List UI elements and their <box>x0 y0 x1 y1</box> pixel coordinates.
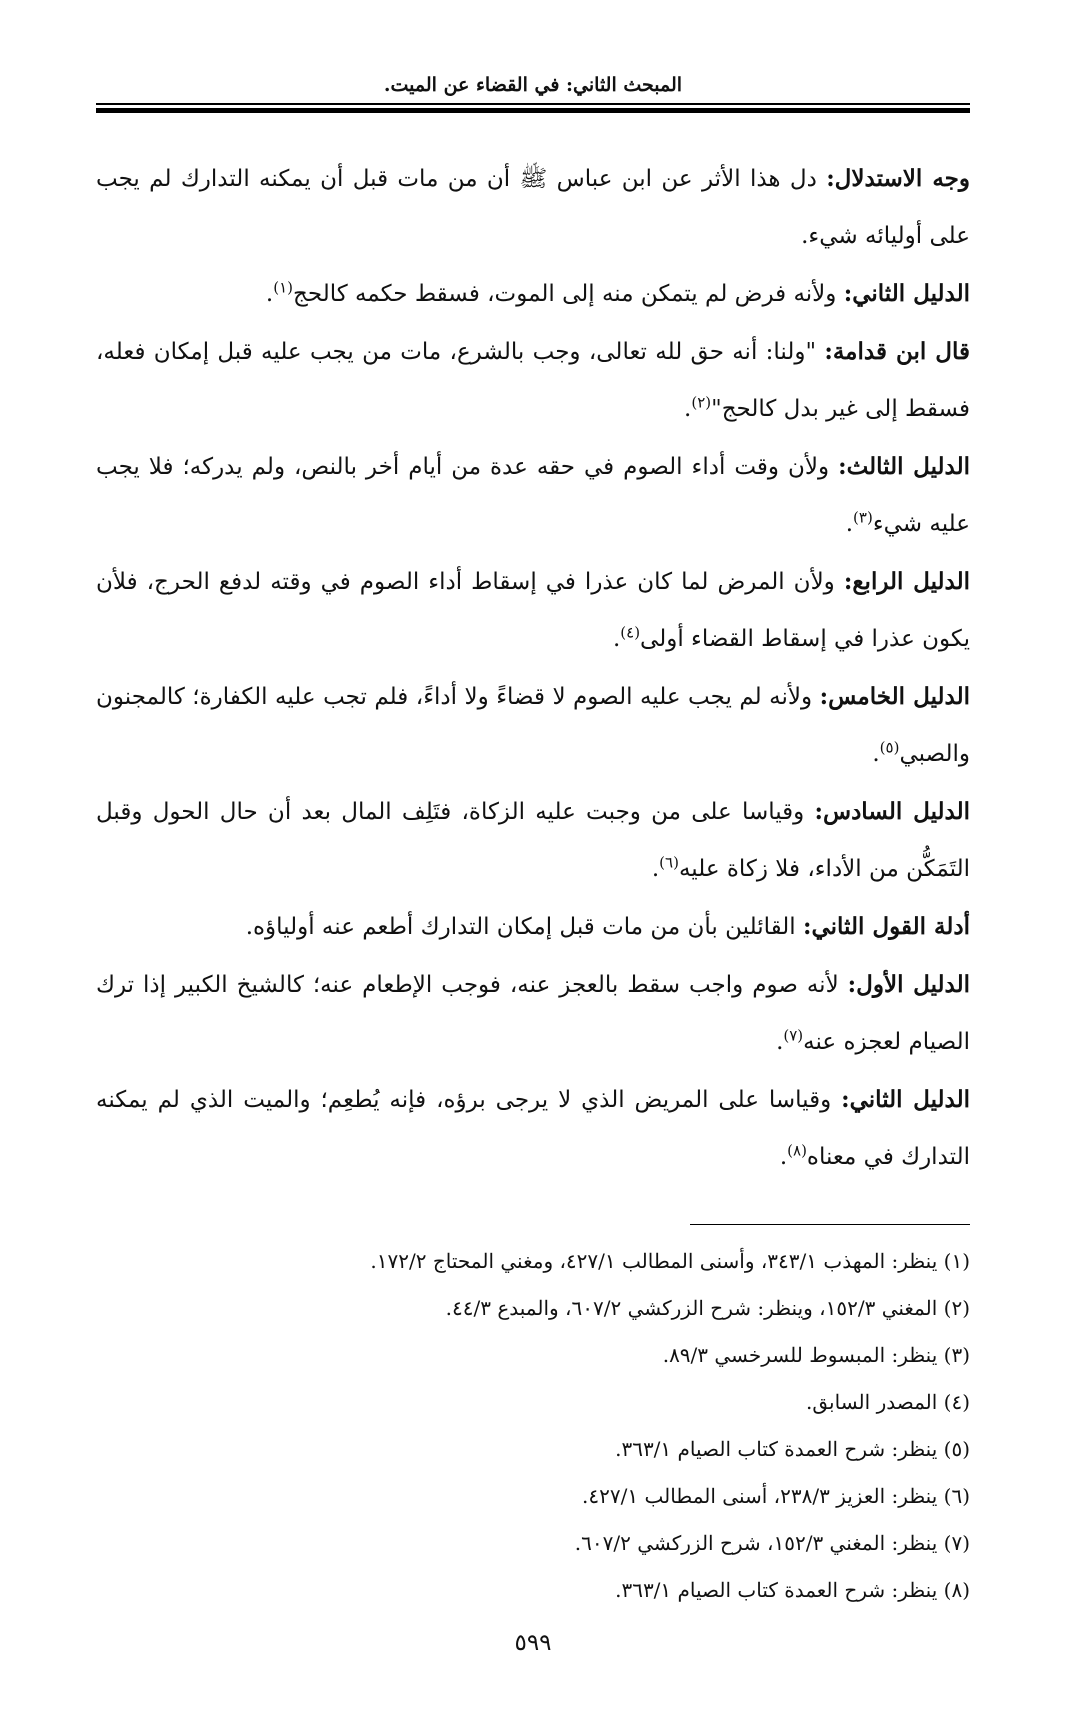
paragraph-label: الدليل الخامس: <box>819 683 970 710</box>
paragraph-label: الدليل السادس: <box>814 798 970 825</box>
footnote-2: (٢) المغني ١٥٢/٣، وينظر: شرح الزركشي ٦٠٧/٢، والمبدع ٤٤/٣. <box>445 1296 970 1320</box>
paragraph-text: ولأن وقت أداء الصوم في حقه عدة من أيام أخر بالنص، ولم يدركه؛ فلا يجب عليه شيء <box>96 454 970 537</box>
footnote-7: (٧) ينظر: المغني ١٥٢/٣، شرح الزركشي ٦٠٧/٢. <box>574 1531 970 1555</box>
paragraph-label: الدليل الثاني: <box>841 1086 970 1113</box>
paragraph-3 <box>96 438 970 553</box>
paragraph-tail: . <box>651 856 660 882</box>
paragraph-label: قال ابن قدامة: <box>824 338 970 365</box>
footnotes <box>96 1238 970 1614</box>
footnote-ref[interactable]: (٦) <box>659 853 679 872</box>
paragraph-text: لأنه صوم واجب سقط بالعجز عنه، فوجب الإطعام عنه؛ كالشيخ الكبير إذا ترك الصيام لعجزه عنه <box>96 972 970 1055</box>
body-text <box>96 150 970 1186</box>
paragraph-tail: . <box>612 626 621 652</box>
paragraph-label: وجه الاستدلال: <box>826 165 970 192</box>
footnote-6: (٦) ينظر: العزيز ٢٣٨/٣، أسنى المطالب ٤٢٧/١. <box>582 1484 970 1508</box>
paragraph-0 <box>96 150 970 265</box>
paragraph-label: أدلة القول الثاني: <box>802 913 970 940</box>
paragraph-label: الدليل الثاني: <box>843 280 970 307</box>
footnote-ref[interactable]: (٤) <box>620 623 641 642</box>
paragraph-label: الدليل الأول: <box>847 971 970 998</box>
paragraph-text: ولأن المرض لما كان عذرا في إسقاط أداء الصوم في وقته لدفع الحرج، فلأن يكون عذرا في إسقاط القضاء أولى <box>96 569 970 652</box>
paragraph-9 <box>96 1071 970 1186</box>
paragraph-8 <box>96 956 970 1071</box>
paragraph-text: وقياسا على من وجبت عليه الزكاة، فتَلِف المال بعد أن حال الحول وقبل التَمَكُّن من الأداء، فلا زكاة عليه <box>96 799 970 882</box>
footnote-ref[interactable]: (٥) <box>879 738 900 757</box>
footnote-separator <box>690 1224 970 1225</box>
paragraph-tail: . <box>779 1144 788 1170</box>
paragraph-text: ولأنه لم يجب عليه الصوم لا قضاءً ولا أداءً، فلم تجب عليه الكفارة؛ كالمجنون والصبي <box>96 684 970 767</box>
paragraph-1 <box>96 265 970 323</box>
paragraph-4 <box>96 553 970 668</box>
footnote-4: (٤) المصدر السابق. <box>806 1390 970 1414</box>
footnote-5: (٥) ينظر: شرح العمدة كتاب الصيام ٣٦٣/١. <box>615 1437 970 1461</box>
footnote-8: (٨) ينظر: شرح العمدة كتاب الصيام ٣٦٣/١. <box>615 1578 970 1602</box>
footnote-ref[interactable]: (١) <box>273 278 293 297</box>
paragraph-text: وقياسا على المريض الذي لا يرجى برؤه، فإنه يُطعِم؛ والميت الذي لم يمكنه التدارك في معناه <box>96 1087 970 1170</box>
paragraph-label: الدليل الثالث: <box>838 453 971 480</box>
paragraph-tail: . <box>845 511 854 537</box>
paragraph-tail: . <box>265 281 274 307</box>
paragraph-tail: . <box>872 741 880 767</box>
running-header: المبحث الثاني: في القضاء عن الميت. <box>383 74 683 96</box>
paragraph-tail: . <box>684 396 692 422</box>
paragraph-text: ولأنه فرض لم يتمكن منه إلى الموت، فسقط حكمه كالحج <box>293 281 844 307</box>
paragraph-text: القائلين بأن من مات قبل إمكان التدارك أطعم عنه أولياؤه. <box>245 914 803 940</box>
footnote-ref[interactable]: (٨) <box>787 1141 807 1160</box>
footnote-ref[interactable]: (٣) <box>853 508 873 527</box>
page-number: ٥٩٩ <box>514 1630 552 1656</box>
paragraph-5 <box>96 668 970 783</box>
footnote-ref[interactable]: (٧) <box>783 1026 804 1045</box>
footnote-ref[interactable]: (٢) <box>691 393 712 412</box>
paragraph-text: "ولنا: أنه حق لله تعالى، وجب بالشرع، مات من يجب عليه قبل إمكان فعله، فسقط إلى غير بدل كالحج" <box>96 339 970 422</box>
paragraph-text: دل هذا الأثر عن ابن عباس ﷺ أن من مات قبل أن يمكنه التدارك لم يجب على أوليائه شيء. <box>96 166 970 249</box>
paragraph-tail: . <box>776 1029 784 1055</box>
footnote-3: (٣) ينظر: المبسوط للسرخسي ٨٩/٣. <box>662 1343 970 1367</box>
footnote-1: (١) ينظر: المهذب ٣٤٣/١، وأسنى المطالب ٤٢٧/١، ومغني المحتاج ١٧٢/٢. <box>370 1249 970 1273</box>
paragraph-2 <box>96 323 970 438</box>
header-rule <box>96 103 970 113</box>
paragraph-6 <box>96 783 970 898</box>
paragraph-7 <box>96 898 970 956</box>
paragraph-label: الدليل الرابع: <box>843 568 970 595</box>
